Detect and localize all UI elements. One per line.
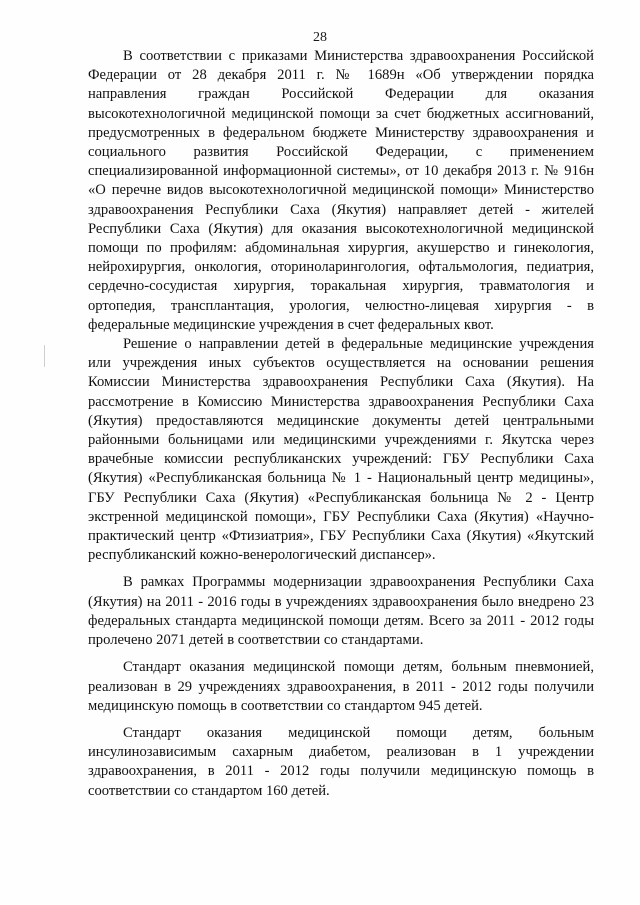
margin-mark	[44, 345, 45, 367]
paragraph-4: Стандарт оказания медицинской помощи детям, больным пневмонией, реализован в 29 учреждениях здравоохранения, в 2011 - 2012 годы получили медицинскую помощь в соответствии со стандартом 945 детей.	[88, 659, 594, 714]
body-text	[88, 47, 594, 801]
page-number: 28	[313, 30, 327, 45]
paragraph-5: Стандарт оказания медицинской помощи детям, больным инсулинозависимым сахарным диабетом, реализован в 1 учреждении здравоохранения, в 2011 - 2012 годы получили медицинскую помощь в соответствии со стандартом 160 детей.	[88, 724, 594, 799]
paragraph-3: В рамках Программы модернизации здравоохранения Республики Саха (Якутия) на 2011 - 2016 годы в учреждениях здравоохранения было внедрено 23 федеральных стандарта медицинской помощи детям. Всего за 2011 - 2012 годы пролечено 2071 детей в соответствии со стандартами.	[88, 574, 594, 649]
paragraph-2: Решение о направлении детей в федеральные медицинские учреждения или учреждения иных субъектов осуществляется на основании решения Комиссии Министерства здравоохранения Республики Саха (Якутия). На рассмотрение в Комиссию Министерства здравоохранения Республики Саха (Якутия) предоставляются медицинские документы детей центральными районными больницами или медицинскими учреждениями г. Якутска через врачебные комиссии республиканских учреждений: ГБУ Республики Саха (Якутия) «Республиканская больница № 1 - Национальный центр медицины», ГБУ Республики Саха (Якутия) «Республиканская больница № 2 - Центр экстренной медицинской помощи», ГБУ Республики Саха (Якутия) «Научно-практический центр «Фтизиатрия», ГБУ Республики Саха (Якутия) «Якутский республиканский кожно-венерологический диспансер».	[88, 336, 594, 564]
paragraph-1: В соответствии с приказами Министерства здравоохранения Российской Федерации от 28 декабря 2011 г. № 1689н «Об утверждении порядка направления граждан Российской Федерации для оказания высокотехнологичной медицинской помощи за счет бюджетных ассигнований, предусмотренных в федеральном бюджете Министерству здравоохранения и социального развития Российской Федерации, с применением специализированной информационной системы», от 10 декабря 2013 г. № 916н «О перечне видов высокотехнологичной медицинской помощи» Министерство здравоохранения Республики Саха (Якутия) направляет детей - жителей Республики Саха (Якутия) для оказания высокотехнологичной медицинской помощи по профилям: абдоминальная хирургия, акушерство и гинекология, нейрохирургия, онкология, оториноларингология, офтальмология, педиатрия, сердечно-сосудистая хирургия, торакальная хирургия, травматология и ортопедия, трансплантация, урология, челюстно-лицевая хирургия - в федеральные медицинские учреждения в счет федеральных квот.	[88, 48, 594, 333]
